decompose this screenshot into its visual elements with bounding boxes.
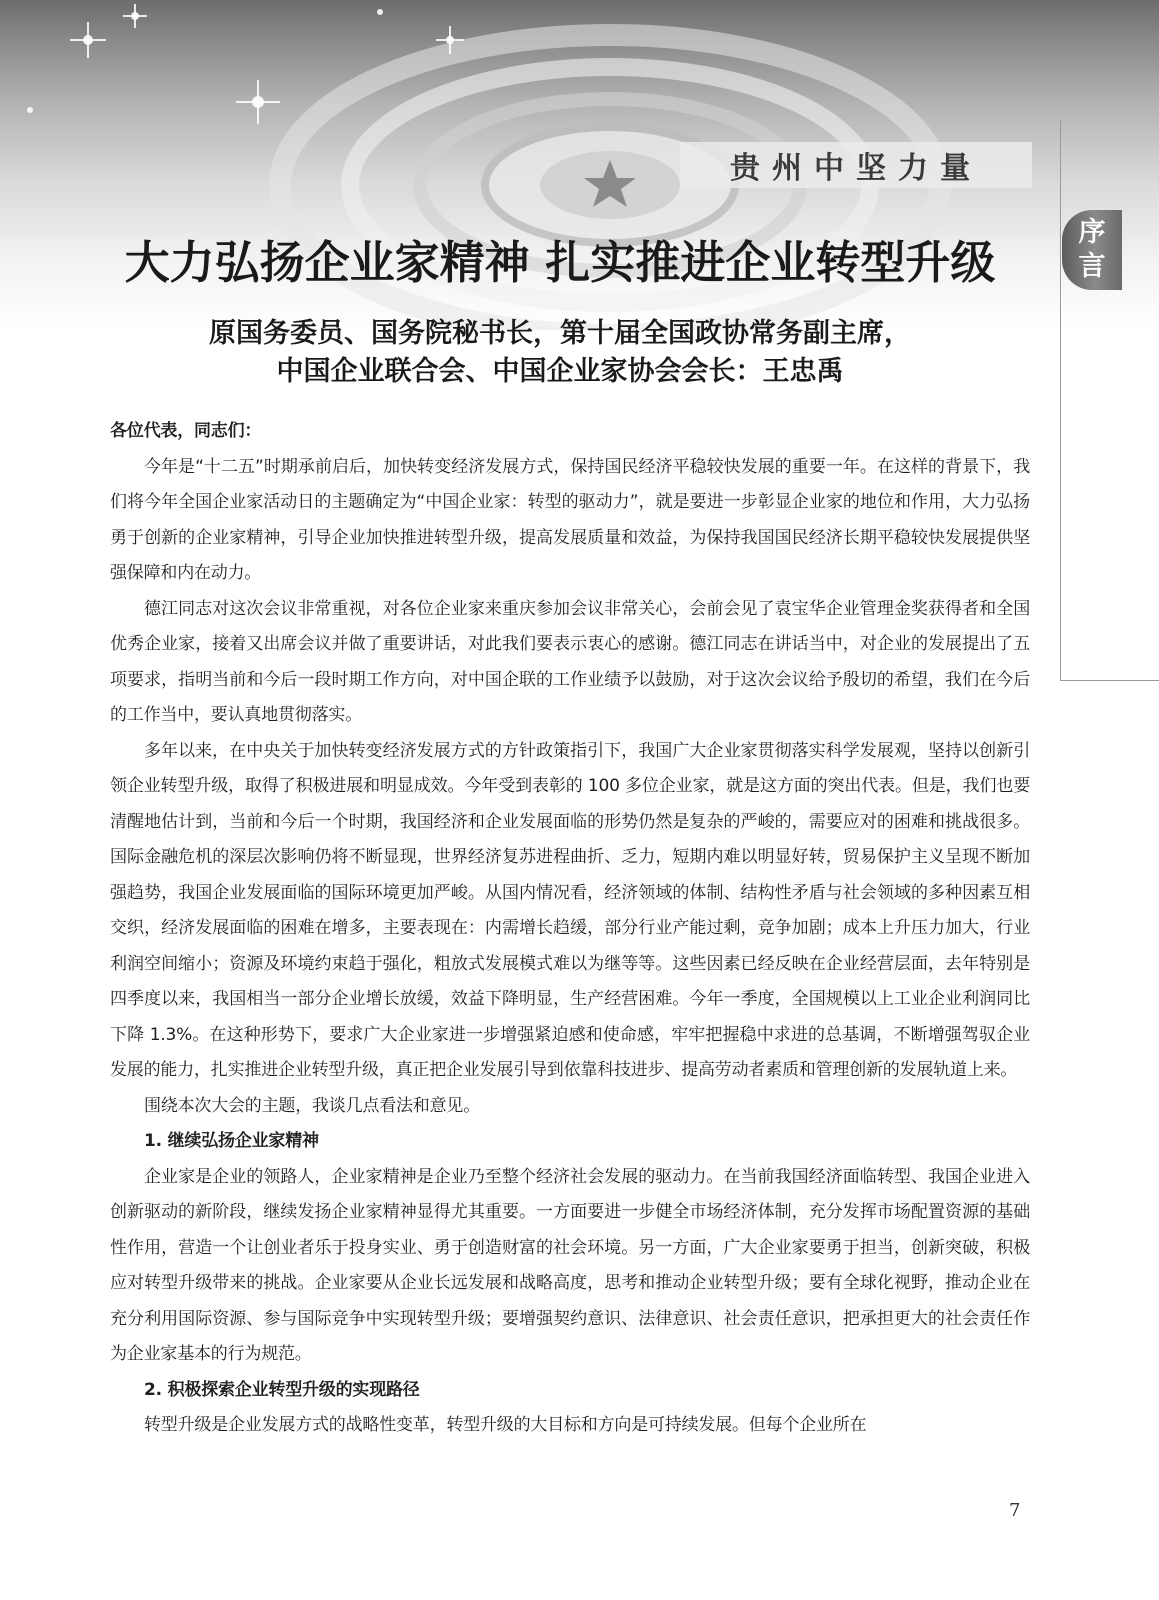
salutation: 各位代表，同志们： bbox=[110, 421, 262, 441]
side-tab-char-2: 言 bbox=[1078, 251, 1106, 282]
section-heading-2: 2. 积极探索企业转型升级的实现路径 bbox=[144, 1379, 420, 1400]
section-heading-1: 1. 继续弘扬企业家精神 bbox=[144, 1131, 319, 1151]
article-body bbox=[110, 414, 1030, 1444]
page-number: 7 bbox=[1009, 1500, 1021, 1521]
article-title: 大力弘扬企业家精神 扎实推进企业转型升级 bbox=[124, 236, 996, 289]
paragraph: 德江同志对这次会议非常重视，对各位企业家来重庆参加会议非常关心，会前会见了袁宝华企业管理金奖获得者和全国优秀企业家，接着又出席会议并做了重要讲话，对此我们要表示衷心的感谢。德江同志在讲话当中，对企业的发展提出了五项要求，指明当前和今后一段时期工作方向，对中国企联的工作业绩予以鼓励，对于这次会议给予殷切的希望，我们在今后的工作当中，要认真地贯彻落实。 bbox=[110, 598, 1030, 725]
paragraph: 企业家是企业的领路人，企业家精神是企业乃至整个经济社会发展的驱动力。在当前我国经济面临转型、我国企业进入创新驱动的新阶段，继续发扬企业家精神显得尤其重要。一方面要进一步健全市场经济体制，充分发挥市场配置资源的基础性作用，营造一个让创业者乐于投身实业、勇于创造财富的社会环境。另一方面，广大企业家要勇于担当，创新突破，积极应对转型升级带来的挑战。企业家要从企业长远发展和战略高度，思考和推动企业转型升级；要有全球化视野，推动企业在充分利用国际资源、参与国际竞争中实现转型升级；要增强契约意识、法律意识、社会责任意识，把承担更大的社会责任作为企业家基本的行为规范。 bbox=[110, 1166, 1030, 1364]
column-banner: 贵州中坚力量 bbox=[680, 142, 1032, 188]
paragraph: 今年是“十二五”时期承前启后，加快转变经济发展方式，保持国民经济平稳较快发展的重要一年。在这样的背景下，我们将今年全国企业家活动日的主题确定为“中国企业家：转型的驱动力”，就是要进一步彰显企业家的地位和作用，大力弘扬勇于创新的企业家精神，引导企业加快推进转型升级，提高发展质量和效益，为保持我国国民经济长期平稳较快发展提供坚强保障和内在动力。 bbox=[110, 456, 1030, 583]
author-block bbox=[60, 315, 1060, 391]
side-rule bbox=[1060, 120, 1061, 680]
preface-side-tab bbox=[1062, 210, 1122, 290]
side-rule-foot bbox=[1060, 680, 1159, 681]
paragraph: 围绕本次大会的主题，我谈几点看法和意见。 bbox=[144, 1095, 480, 1116]
author-line-1: 原国务委员、国务院秘书长，第十届全国政协常务副主席， bbox=[209, 318, 911, 349]
paragraph: 转型升级是企业发展方式的战略性变革，转型升级的大目标和方向是可持续发展。但每个企业所在 bbox=[144, 1415, 867, 1435]
side-tab-char-1: 序 bbox=[1078, 217, 1106, 248]
paragraph: 多年以来，在中央关于加快转变经济发展方式的方针政策指引下，我国广大企业家贯彻落实科学发展观，坚持以创新引领企业转型升级，取得了积极进展和明显成效。今年受到表彰的 100 多位企业家，就是这方面的突出代表。但是，我们也要清醒地估计到，当前和今后一个时期，我国经济和企业发展面临的形势仍然是复杂的严峻的，需要应对的困难和挑战很多。国际金融危机的深层次影响仍将不断显现，世界经济复苏进程曲折、乏力，短期内难以明显好转，贸易保护主义呈现不断加强趋势，我国企业发展面临的国际环境更加严峻。从国内情况看，经济领域的体制、结构性矛盾与社会领域的多种因素互相交织，经济发展面临的困难在增多，主要表现在：内需增长趋缓，部分行业产能过剩，竞争加剧；成本上升压力加大，行业利润空间缩小；资源及环境约束趋于强化，粗放式发展模式难以为继等等。这些因素已经反映在企业经营层面，去年特别是四季度以来，我国相当一部分企业增长放缓，效益下降明显，生产经营困难。今年一季度，全国规模以上工业企业利润同比下降 1.3%。在这种形势下，要求广大企业家进一步增强紧迫感和使命感，牢牢把握稳中求进的总基调，不断增强驾驭企业发展的能力，扎实推进企业转型升级，真正把企业发展引导到依靠科技进步、提高劳动者素质和管理创新的发展轨道上来。 bbox=[110, 740, 1030, 1080]
author-line-2: 中国企业联合会、中国企业家协会会长：王忠禹 bbox=[276, 356, 844, 387]
